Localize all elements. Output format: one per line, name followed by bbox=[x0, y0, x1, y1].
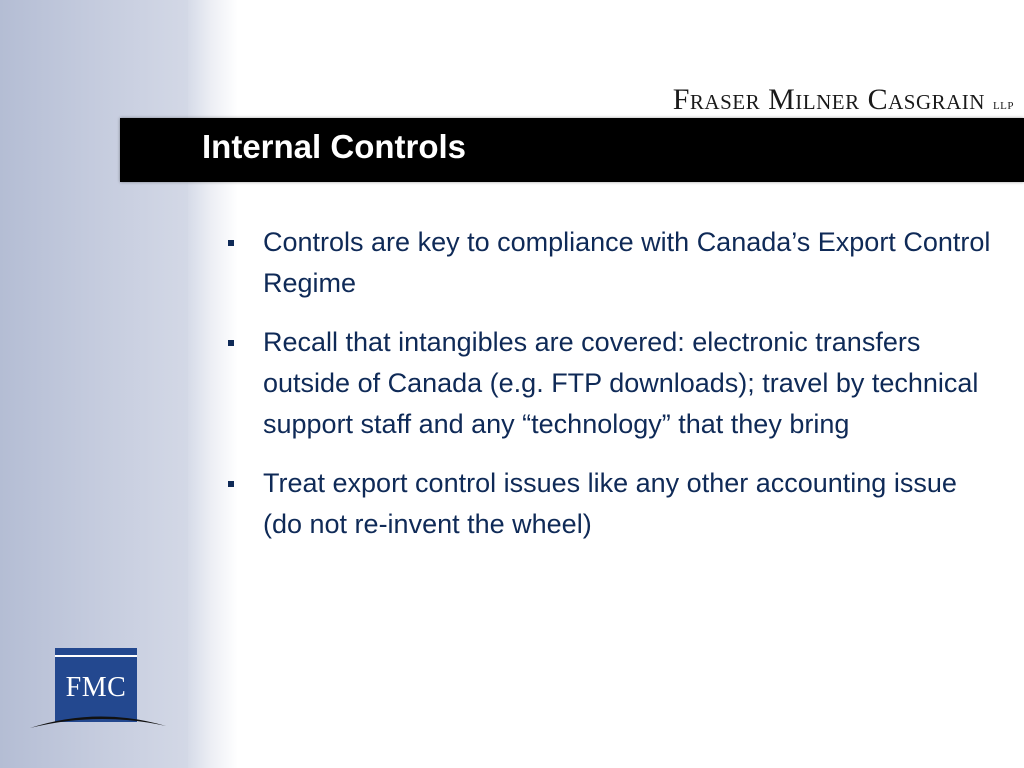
firm-name-header bbox=[673, 84, 1014, 121]
fmc-logo bbox=[28, 648, 168, 730]
square-bullet-icon bbox=[228, 340, 234, 346]
fmc-logo-stripe bbox=[55, 655, 137, 657]
square-bullet-icon bbox=[228, 481, 234, 487]
bullet-list bbox=[224, 222, 1002, 563]
square-bullet-icon bbox=[228, 240, 234, 246]
bullet-item bbox=[224, 322, 1002, 445]
bullet-item bbox=[224, 463, 1002, 545]
swoosh-icon bbox=[28, 708, 168, 730]
bullet-text: Controls are key to compliance with Canada’s Export Control Regime bbox=[263, 227, 991, 298]
bullet-text: Treat export control issues like any other accounting issue (do not re-invent the wheel) bbox=[263, 468, 957, 539]
bullet-text: Recall that intangibles are covered: electronic transfers outside of Canada (e.g. FTP downloads); travel by technical support staff and any “technology” that they bring bbox=[263, 327, 979, 439]
slide-title: Internal Controls bbox=[202, 128, 467, 165]
firm-name-suffix: llp bbox=[992, 97, 1014, 113]
bullet-item bbox=[224, 222, 1002, 304]
fmc-logo-text: FMC bbox=[65, 672, 127, 703]
firm-name-text: Fraser Milner Casgrain bbox=[672, 83, 985, 116]
